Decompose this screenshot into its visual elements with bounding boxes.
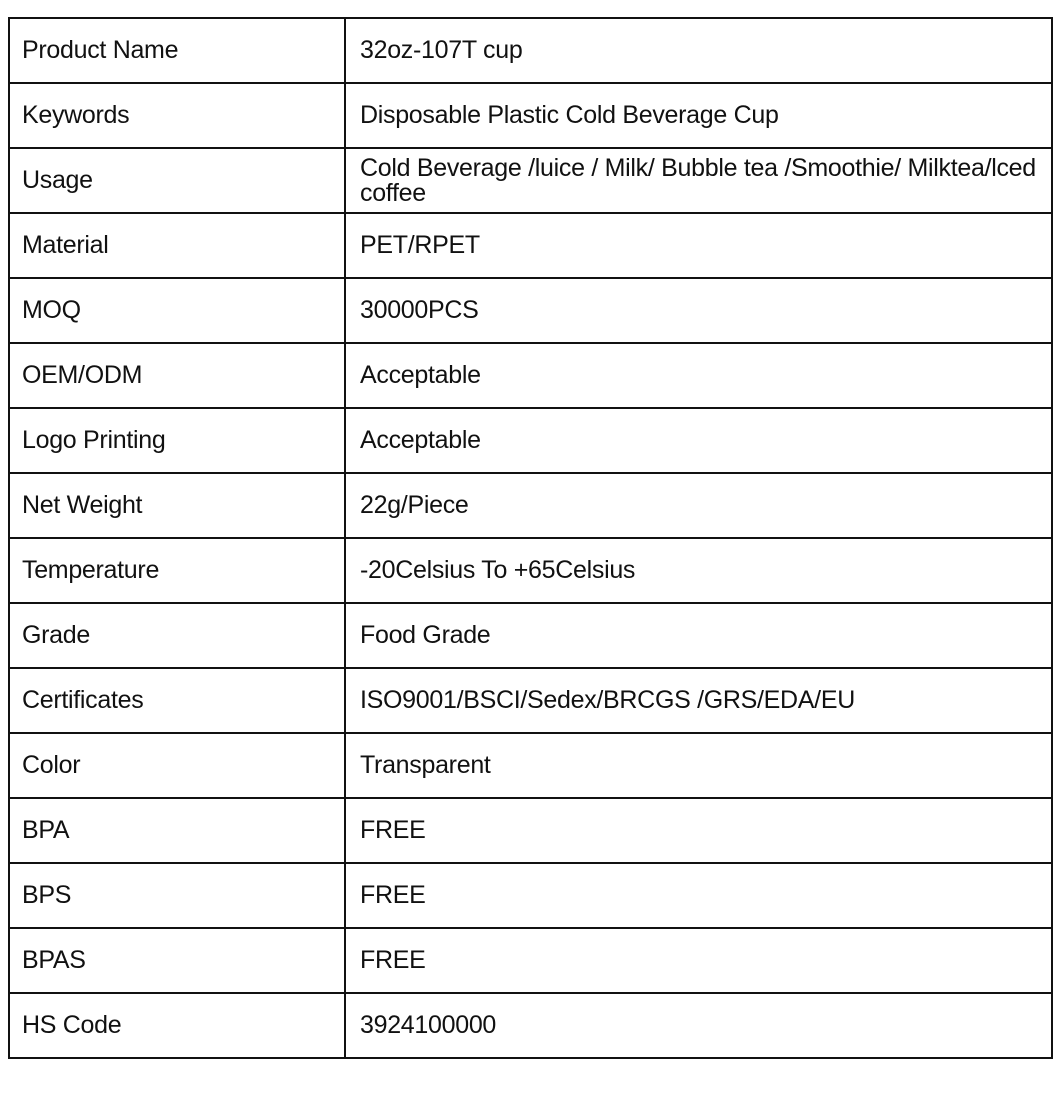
spec-label: Temperature <box>9 538 345 603</box>
spec-value: 32oz-107T cup <box>345 18 1052 83</box>
spec-value: PET/RPET <box>345 213 1052 278</box>
spec-label: Net Weight <box>9 473 345 538</box>
table-row <box>9 668 1052 733</box>
spec-label: BPAS <box>9 928 345 993</box>
table-row <box>9 213 1052 278</box>
spec-value: FREE <box>345 928 1052 993</box>
spec-value: Cold Beverage /luice / Milk/ Bubble tea /Smoothie/ Milktea/lced coffee <box>345 148 1052 213</box>
spec-value: Acceptable <box>345 408 1052 473</box>
spec-value: FREE <box>345 863 1052 928</box>
table-row <box>9 733 1052 798</box>
spec-label: Product Name <box>9 18 345 83</box>
spec-label: OEM/ODM <box>9 343 345 408</box>
spec-value: Food Grade <box>345 603 1052 668</box>
table-row <box>9 148 1052 213</box>
spec-value: 30000PCS <box>345 278 1052 343</box>
spec-label: Certificates <box>9 668 345 733</box>
spec-label: MOQ <box>9 278 345 343</box>
table-row <box>9 538 1052 603</box>
spec-label: Keywords <box>9 83 345 148</box>
spec-label: BPS <box>9 863 345 928</box>
table-row <box>9 603 1052 668</box>
spec-label: Grade <box>9 603 345 668</box>
table-row <box>9 863 1052 928</box>
table-row <box>9 928 1052 993</box>
spec-value: -20Celsius To +65Celsius <box>345 538 1052 603</box>
table-row <box>9 278 1052 343</box>
table-row <box>9 343 1052 408</box>
table-row <box>9 473 1052 538</box>
spec-value: Transparent <box>345 733 1052 798</box>
product-spec-table <box>8 17 1053 1059</box>
table-row <box>9 408 1052 473</box>
spec-value: ISO9001/BSCI/Sedex/BRCGS /GRS/EDA/EU <box>345 668 1052 733</box>
spec-label: Color <box>9 733 345 798</box>
table-row <box>9 18 1052 83</box>
spec-label: Material <box>9 213 345 278</box>
spec-label: Logo Printing <box>9 408 345 473</box>
spec-value: Disposable Plastic Cold Beverage Cup <box>345 83 1052 148</box>
spec-value: FREE <box>345 798 1052 863</box>
table-row <box>9 993 1052 1058</box>
spec-table-body <box>9 18 1052 1058</box>
table-row <box>9 798 1052 863</box>
spec-label: HS Code <box>9 993 345 1058</box>
spec-value: Acceptable <box>345 343 1052 408</box>
table-row <box>9 83 1052 148</box>
spec-value: 22g/Piece <box>345 473 1052 538</box>
spec-label: Usage <box>9 148 345 213</box>
spec-value: 3924100000 <box>345 993 1052 1058</box>
spec-label: BPA <box>9 798 345 863</box>
